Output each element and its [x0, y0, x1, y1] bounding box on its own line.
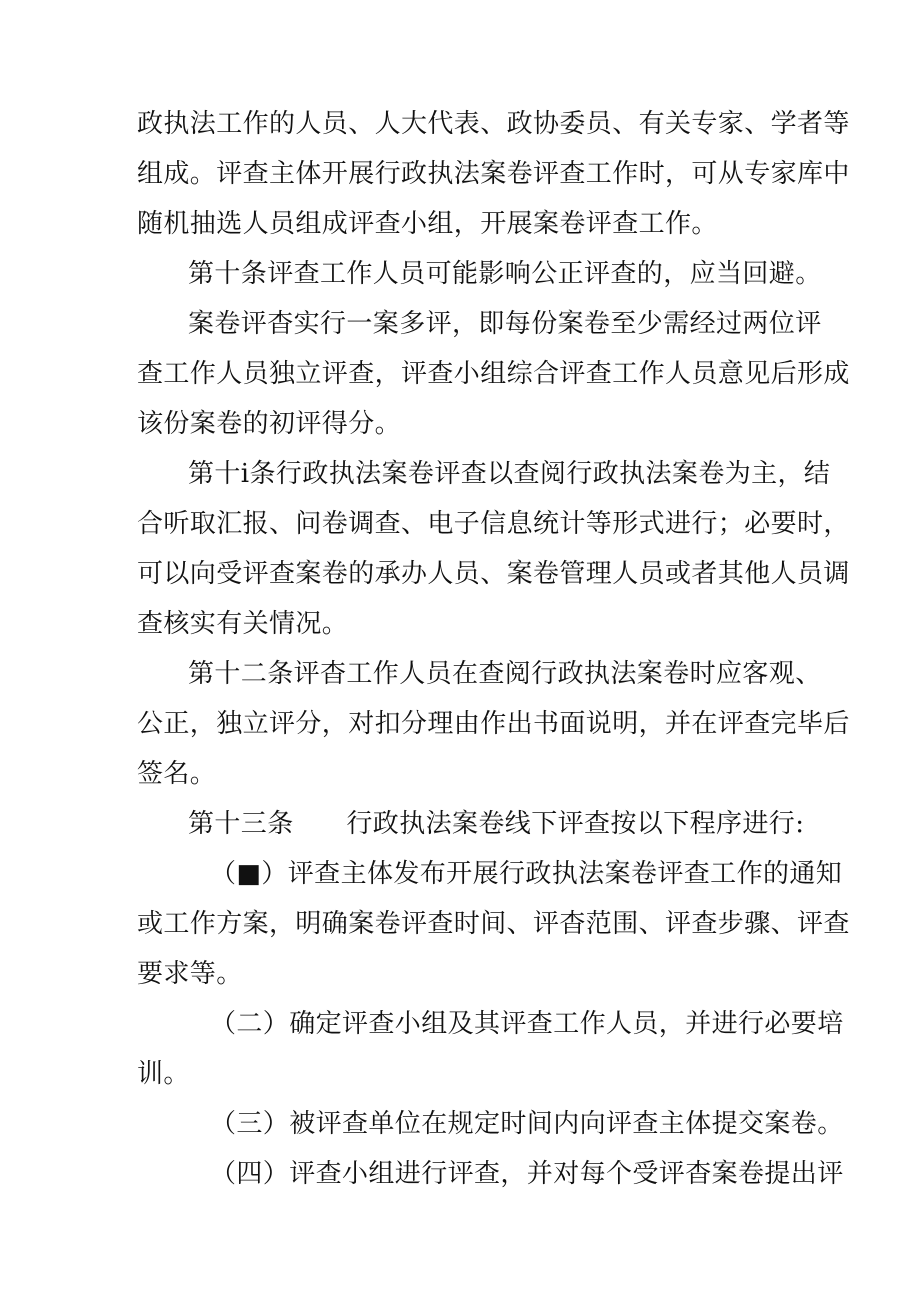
- text-line: （■）评查主体发布开展行政执法案卷评查工作的通知: [210, 859, 843, 889]
- text-line: 第十三条 行政执法案卷线下评查按以下程序进行:: [188, 809, 805, 839]
- text-line: 或工作方案，明确案卷评查时间、评杳范围、评查步骤、评查: [137, 909, 850, 939]
- text-line: 查核实有关情况。: [137, 609, 349, 639]
- text-line: 合听取汇报、问卷调查、电子信息统计等形式进行；必要时，: [137, 509, 850, 539]
- text-line: 第十二条评杳工作人员在查阅行政执法案卷时应客观、: [188, 659, 822, 689]
- text-line: （三）被评查单位在规定时间内向评查主体提交案卷。: [210, 1109, 844, 1139]
- text-line: 公正，独立评分，对扣分理由作出书面说明，并在评查完毕后: [137, 709, 850, 739]
- text-line: 第十条评查工作人员可能影响公正评查的，应当回避。: [188, 259, 822, 289]
- text-line: （二）确定评查小组及其评查工作人员，并进行必要培: [210, 1009, 844, 1039]
- text-line: 可以向受评查案卷的承办人员、案卷管理人员或者其他人员调: [137, 559, 850, 589]
- text-line: 政执法工作的人员、人大代表、政协委员、有关专家、学者等: [137, 109, 850, 139]
- text-line: 签名。: [137, 759, 217, 789]
- text-line: 组成。评查主体开展行政执法案卷评查工作时，可从专家库中: [137, 159, 850, 189]
- text-line: 第十i条行政执法案卷评查以查阅行政执法案卷为主，结: [188, 459, 831, 489]
- text-line: 查工作人员独立评查，评查小组综合评查工作人员意见后形成: [137, 359, 850, 389]
- text-line: 案卷评杳实行一案多评，即每份案卷至少需经过两位评: [188, 309, 822, 339]
- text-line: 随机抽选人员组成评查小组，开展案卷评查工作。: [137, 209, 718, 239]
- text-line: 该份案卷的初评得分。: [137, 409, 402, 439]
- text-line: 训。: [137, 1059, 190, 1089]
- text-line: 要求等。: [137, 959, 243, 989]
- text-line: （四）评查小组进行评查，并对每个受评杳案卷提出评: [210, 1159, 844, 1189]
